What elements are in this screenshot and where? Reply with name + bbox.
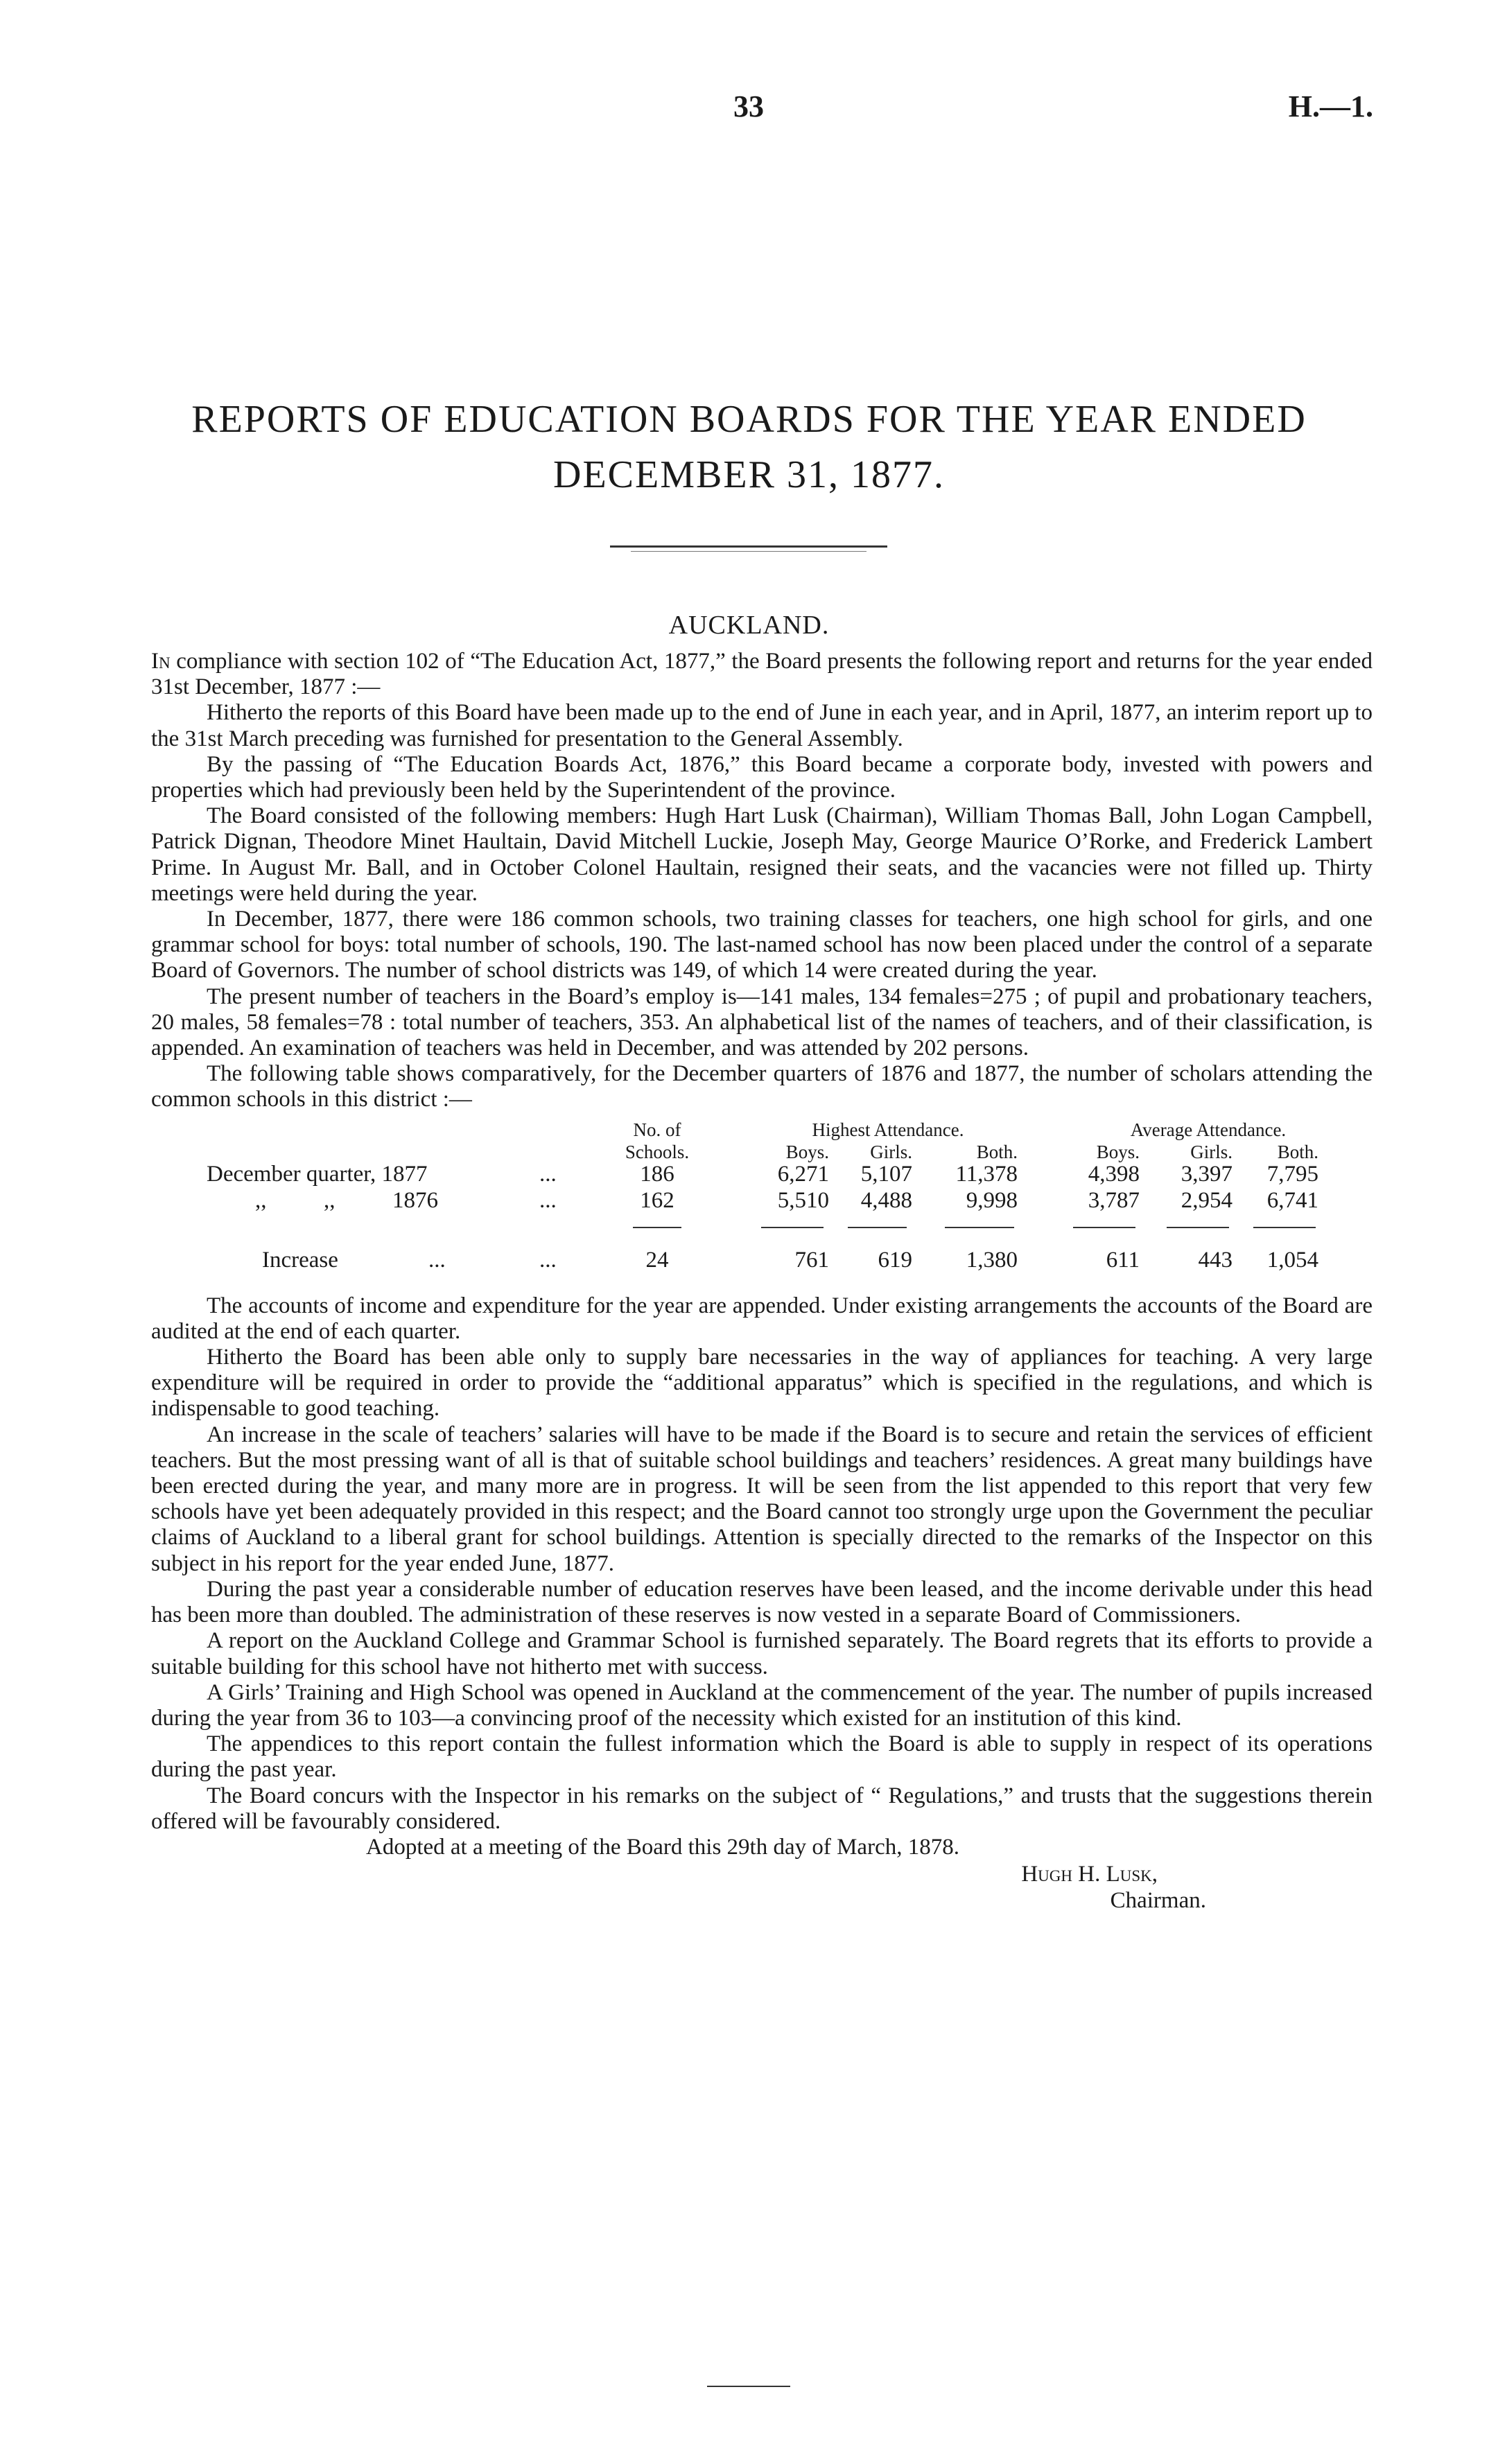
cell-a-girls: 3,397: [1181, 1161, 1233, 1187]
paragraph: [151, 649, 1373, 700]
total-rule: [1253, 1227, 1316, 1228]
title-divider: [610, 545, 887, 548]
paragraph: Hitherto the reports of this Board have been made up to the end of June in each year, and in April, 1877, an interim report up to the 31st March preceding was furnished for presentation to the General Assembly.: [151, 700, 1373, 751]
signature-block: [151, 1862, 1373, 1917]
col-header-average: Average Attendance.: [1130, 1119, 1287, 1140]
cell-h-boys: 761: [794, 1247, 829, 1273]
paragraph: The accounts of income and expenditure for the year are appended. Under existing arrangements the accounts of the Board are audited at the end of each quarter.: [151, 1293, 1373, 1344]
paragraph: The following table shows comparatively, for the December quarters of 1876 and 1877, the number of scholars attending the common schools in this district :—: [151, 1061, 1373, 1112]
report-title: [139, 392, 1359, 503]
title-line-2: DECEMBER 31, 1877.: [553, 453, 945, 496]
col-header-h-boys: Boys.: [785, 1141, 829, 1162]
cell-h-boys: 6,271: [777, 1161, 829, 1187]
cell-a-both: 1,054: [1266, 1247, 1318, 1273]
paragraph: Hitherto the Board has been able only to supply bare necessaries in the way of appliances for teaching. A very large expenditure will be required in order to provide the “additional apparatus” which is specified in the regulations, and which is indispensable to good teaching.: [151, 1345, 1373, 1422]
page-number: 33: [733, 89, 764, 123]
adoption-line: Adopted at a meeting of the Board this 29th day of March, 1878.: [366, 1834, 959, 1860]
col-header-highest: Highest Attendance.: [812, 1119, 964, 1140]
total-rule: [848, 1227, 907, 1228]
cell-a-both: 7,795: [1266, 1161, 1318, 1187]
paragraph: The Board concurs with the Inspector in his remarks on the subject of “ Regulations,” and trusts that the suggestions therein offered will be favourably considered.: [151, 1783, 1373, 1834]
cell-h-both: 9,998: [966, 1187, 1018, 1213]
cell-a-both: 6,741: [1266, 1187, 1318, 1213]
col-header-h-girls: Girls.: [870, 1141, 912, 1162]
signatory-name: Hugh H. Lusk,: [1021, 1862, 1158, 1887]
cell-schools: 24: [645, 1247, 669, 1273]
drop-word: In: [151, 649, 171, 674]
col-header-a-boys: Boys.: [1096, 1141, 1140, 1162]
cell-a-girls: 2,954: [1181, 1187, 1233, 1213]
report-body: [151, 649, 1373, 1917]
row-label: December quarter, 1877: [207, 1161, 428, 1187]
cell-a-boys: 3,787: [1088, 1187, 1140, 1213]
paragraph: During the past year a considerable number of education reserves have been leased, and the income derivable under this head has been more than doubled. The administration of these reserves is now vested in a separate Board of Commissioners.: [151, 1576, 1373, 1628]
section-heading: AUCKLAND.: [668, 611, 830, 640]
cell-a-boys: 4,398: [1088, 1161, 1140, 1187]
title-divider-thin: [631, 551, 866, 552]
paragraph: A report on the Auckland College and Grammar School is furnished separately. The Board regrets that its efforts to provide a suitable building for this school have not hitherto met with success.: [151, 1628, 1373, 1679]
paragraph: By the passing of “The Education Boards Act, 1876,” this Board became a corporate body, invested with powers and properties which had previously been held by the Superintendent of the province.: [151, 751, 1373, 803]
row-leader: ...: [539, 1187, 557, 1213]
paragraph-text: compliance with section 102 of “The Education Act, 1877,” the Board presents the following report and returns for the year ended 31st December, 1877 :—: [151, 649, 1373, 700]
cell-h-both: 11,378: [955, 1161, 1018, 1187]
total-rule: [1073, 1227, 1135, 1228]
cell-a-girls: 443: [1198, 1247, 1233, 1273]
col-header-a-girls: Girls.: [1190, 1141, 1233, 1162]
cell-a-boys: 611: [1106, 1247, 1140, 1273]
signatory-role: Chairman.: [1110, 1888, 1206, 1914]
row-leader: ...: [539, 1161, 557, 1187]
paragraph: In December, 1877, there were 186 common schools, two training classes for teachers, one high school for girls, and one grammar school for boys: total number of schools, 190. The last-named school has now been placed under the control of a separate Board of Governors. The number of school districts was 149, of which 14 were created during the year.: [151, 907, 1373, 984]
paragraph: An increase in the scale of teachers’ salaries will have to be made if the Board is to secure and retain the services of efficient teachers. But the most pressing want of all is that of suitable school buildings and teachers’ residences. A great many buildings have been erected during the year, and many more are in progress. It will be seen from the list appended to this report that very few schools have yet been adequately provided in this respect; and the Board cannot too strongly urge upon the Government the peculiar claims of Auckland to a liberal grant for school buildings. Attention is specially directed to the remarks of the Inspector on this subject in his report for the year ended June, 1877.: [151, 1422, 1373, 1576]
row-leader: ...: [428, 1247, 446, 1273]
paragraph: The Board consisted of the following members: Hugh Hart Lusk (Chairman), William Thomas Ball, John Logan Campbell, Patrick Dignan, Theodore Minet Haultain, David Mitchell Luckie, Joseph May, George Maurice O’Rorke, and Frederick Lambert Prime. In August Mr. Ball, and in October Colonel Haultain, resigned their seats, and the vacancies were not filled up. Thirty meetings were held during the year.: [151, 803, 1373, 906]
cell-schools: 186: [640, 1161, 674, 1187]
total-rule: [633, 1227, 681, 1228]
total-rule: [1167, 1227, 1229, 1228]
cell-h-boys: 5,510: [777, 1187, 829, 1213]
total-rule: [945, 1227, 1014, 1228]
paper-reference: H.—1.: [1288, 89, 1373, 123]
paragraph: A Girls’ Training and High School was opened in Auckland at the commencement of the year. The number of pupils increased during the year from 36 to 103—a convincing proof of the necessity which existed for an institution of this kind.: [151, 1679, 1373, 1731]
end-divider: [707, 2386, 790, 2387]
cell-h-girls: 619: [878, 1247, 912, 1273]
total-rule: [761, 1227, 824, 1228]
cell-schools: 162: [640, 1187, 674, 1213]
cell-h-girls: 5,107: [860, 1161, 912, 1187]
cell-h-girls: 4,488: [860, 1187, 912, 1213]
col-header-a-both: Both.: [1277, 1141, 1318, 1162]
title-line-1: REPORTS OF EDUCATION BOARDS FOR THE YEAR ENDED: [191, 398, 1307, 441]
col-header-schools-1: No. of: [633, 1119, 681, 1140]
attendance-table: [151, 1116, 1373, 1289]
col-header-h-both: Both.: [976, 1141, 1018, 1162]
row-leader: ...: [539, 1247, 557, 1273]
cell-h-both: 1,380: [966, 1247, 1018, 1273]
col-header-schools-2: Schools.: [625, 1141, 690, 1162]
paragraph: The appendices to this report contain the fullest information which the Board is able to supply in respect of its operations during the past year.: [151, 1731, 1373, 1783]
paragraph: The present number of teachers in the Board’s employ is—141 males, 134 females=275 ; of pupil and probationary teachers, 20 males, 58 females=78 : total number of teachers, 353. An alphabetical list of the names of teachers, and of their classification, is appended. An examination of teachers was held in December, and was attended by 202 persons.: [151, 984, 1373, 1061]
increase-label: Increase: [262, 1247, 338, 1273]
row-label: ,, ,, 1876: [255, 1187, 438, 1213]
